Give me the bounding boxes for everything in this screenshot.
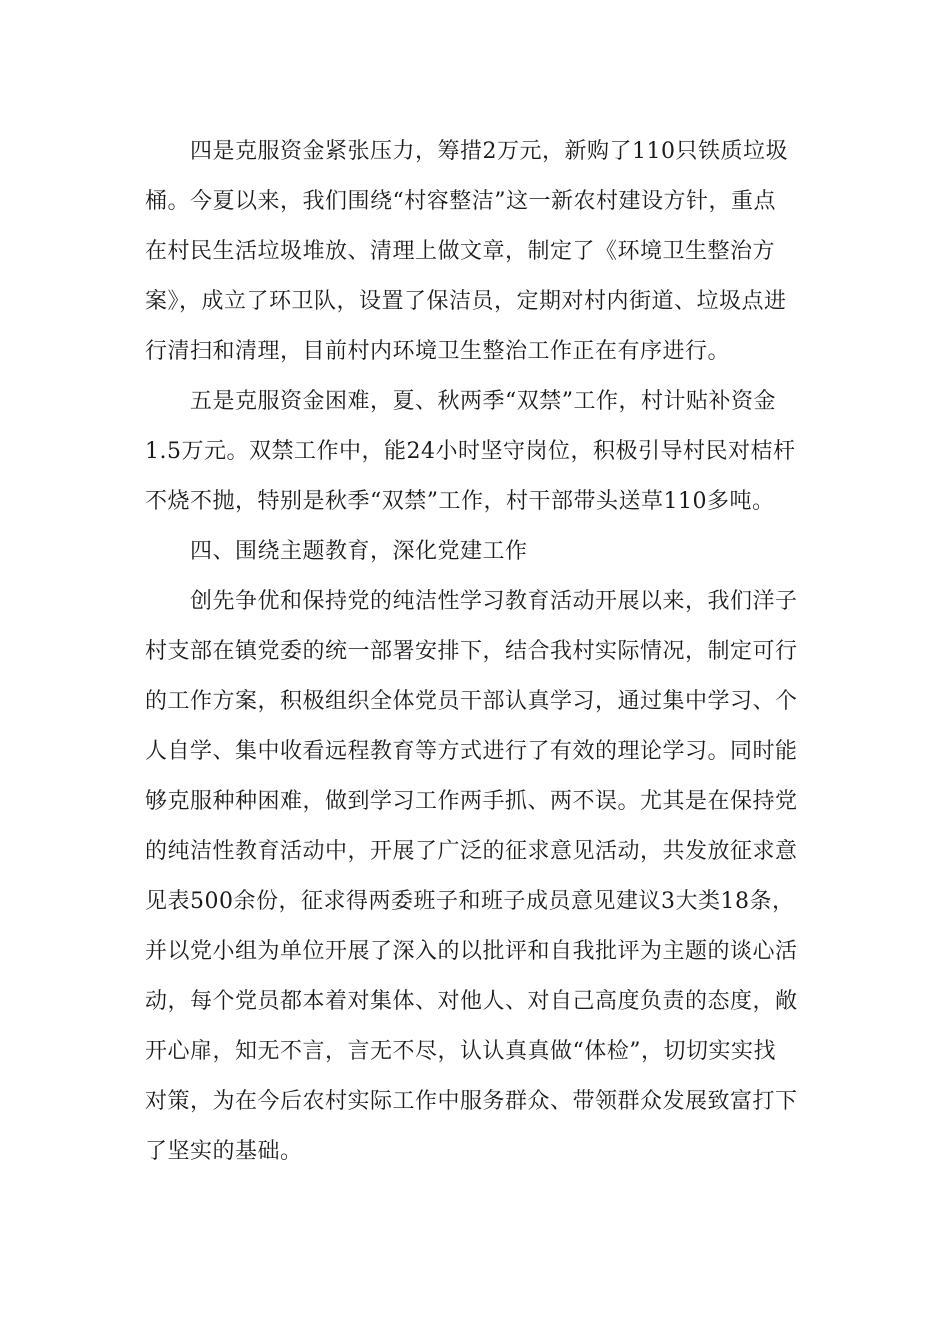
paragraph-3-line-11: 对策，为在今后农村实际工作中服务群众、带领群众发展致富打下 <box>145 1089 798 1114</box>
paragraph-2-line-2: 1.5万元。双禁工作中，能24小时坚守岗位，积极引导村民对桔杆 <box>145 439 796 464</box>
paragraph-1-line-3: 在村民生活垃圾堆放、清理上做文章，制定了《环境卫生整治方 <box>145 239 776 264</box>
paragraph-3-line-8: 并以党小组为单位开展了深入的以批评和自我批评为主题的谈心活 <box>145 939 798 964</box>
paragraph-2-line-1: 五是克服资金困难，夏、秋两季“双禁”工作，村计贴补资金 <box>190 389 776 414</box>
paragraph-3-line-5: 够克服种种困难，做到学习工作两手抓、两不误。尤其是在保持党 <box>145 789 798 814</box>
paragraph-3-line-6: 的纯洁性教育活动中，开展了广泛的征求意见活动，共发放征求意 <box>145 839 798 864</box>
paragraph-3-line-12: 了坚实的基础。 <box>145 1139 303 1164</box>
paragraph-3-line-10: 开心扉，知无不言，言无不尽，认认真真做“体检”，切切实实找 <box>145 1039 776 1064</box>
paragraph-3-line-9: 动，每个党员都本着对集体、对他人、对自己高度负责的态度，敞 <box>145 989 798 1014</box>
paragraph-1-line-2: 桶。今夏以来，我们围绕“村容整洁”这一新农村建设方针，重点 <box>145 189 776 214</box>
paragraph-1-line-5: 行清扫和清理，目前村内环境卫生整治工作正在有序进行。 <box>145 339 731 364</box>
paragraph-3-line-7: 见表500余份，征求得两委班子和班子成员意见建议3大类18条， <box>145 889 795 914</box>
section-heading: 四、围绕主题教育，深化党建工作 <box>190 539 528 564</box>
paragraph-3-line-2: 村支部在镇党委的统一部署安排下，结合我村实际情况，制定可行 <box>145 639 798 664</box>
paragraph-1-line-4: 案》，成立了环卫队，设置了保洁员，定期对村内街道、垃圾点进 <box>145 289 787 314</box>
paragraph-3-line-4: 人自学、集中收看远程教育等方式进行了有效的理论学习。同时能 <box>145 739 798 764</box>
paragraph-1-line-1: 四是克服资金紧张压力，筹措2万元，新购了110只铁质垃圾 <box>190 139 788 164</box>
paragraph-2-line-3: 不烧不抛，特别是秋季“双禁”工作，村干部带头送草110多吨。 <box>145 489 775 514</box>
paragraph-3-line-1: 创先争优和保持党的纯洁性学习教育活动开展以来，我们洋子 <box>190 589 798 614</box>
paragraph-3-line-3: 的工作方案，积极组织全体党员干部认真学习，通过集中学习、个 <box>145 689 798 714</box>
